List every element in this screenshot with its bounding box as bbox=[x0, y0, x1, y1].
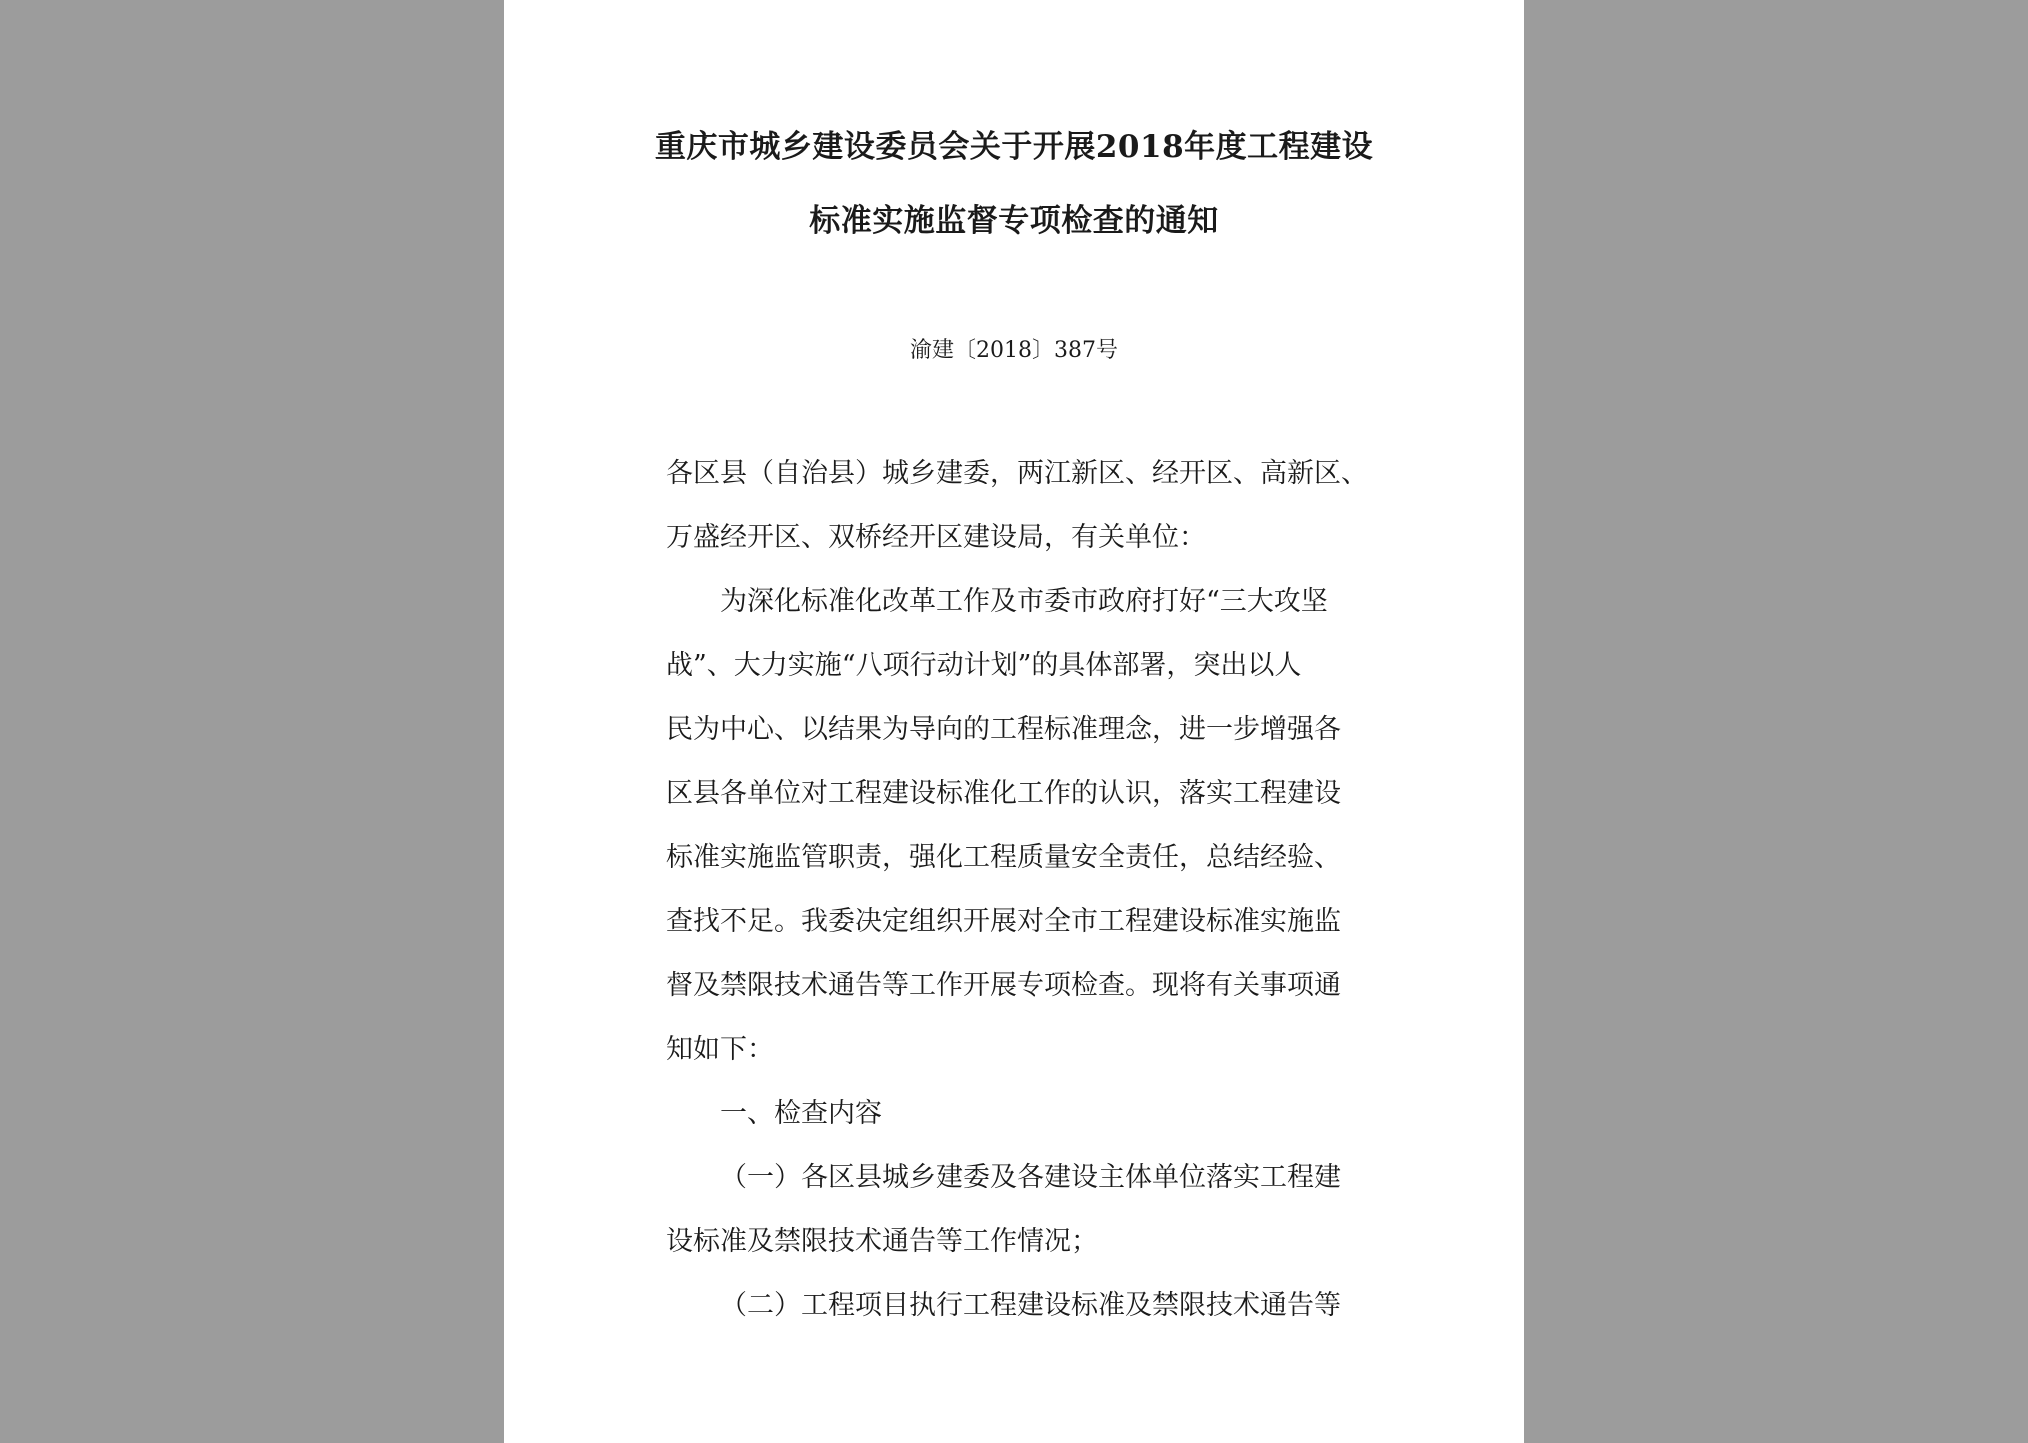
document-number: 渝建〔2018〕387号 bbox=[910, 338, 1118, 363]
item-1-line-1: （一）各区县城乡建委及各建设主体单位落实工程建 bbox=[720, 1162, 1341, 1193]
addressee-line-2: 万盛经开区、双桥经开区建设局，有关单位： bbox=[666, 522, 1206, 553]
section-heading: 一、检查内容 bbox=[720, 1098, 882, 1129]
paragraph-line-3: 民为中心、以结果为导向的工程标准理念，进一步增强各 bbox=[666, 714, 1341, 745]
item-2-line-1: （二）工程项目执行工程建设标准及禁限技术通告等 bbox=[720, 1290, 1341, 1321]
document-title-line-2: 标准实施监督专项检查的通知 bbox=[809, 203, 1219, 239]
paragraph-line-5: 标准实施监管职责，强化工程质量安全责任，总结经验、 bbox=[666, 842, 1341, 873]
paragraph-line-4: 区县各单位对工程建设标准化工作的认识，落实工程建设 bbox=[666, 778, 1341, 809]
document-title-line-1: 重庆市城乡建设委员会关于开展2018年度工程建设 bbox=[654, 129, 1374, 165]
paragraph-line-1: 为深化标准化改革工作及市委市政府打好“三大攻坚 bbox=[720, 586, 1328, 617]
paragraph-line-6: 查找不足。我委决定组织开展对全市工程建设标准实施监 bbox=[666, 906, 1341, 937]
paragraph-line-7: 督及禁限技术通告等工作开展专项检查。现将有关事项通 bbox=[666, 970, 1341, 1001]
paragraph-line-8: 知如下： bbox=[666, 1034, 774, 1065]
addressee-line-1: 各区县（自治县）城乡建委，两江新区、经开区、高新区、 bbox=[666, 458, 1368, 489]
document-page bbox=[504, 0, 1524, 1443]
item-1-line-2: 设标准及禁限技术通告等工作情况； bbox=[666, 1226, 1098, 1257]
paragraph-line-2: 战”、大力实施“八项行动计划”的具体部署，突出以人 bbox=[666, 650, 1302, 681]
